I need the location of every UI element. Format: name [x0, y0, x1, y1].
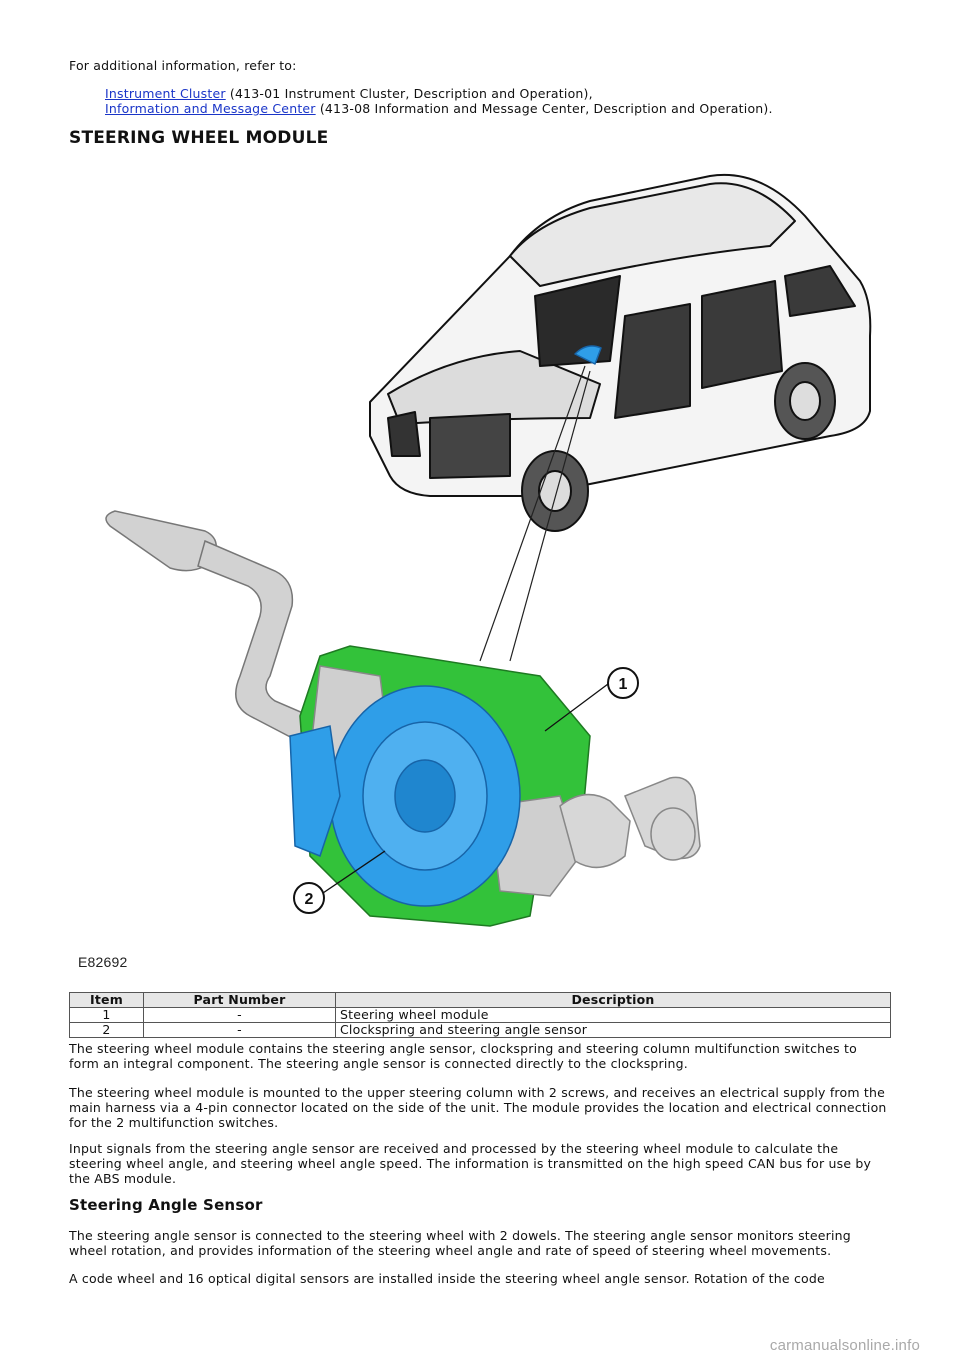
watermark: carmanualsonline.info — [769, 1337, 920, 1354]
section-title: STEERING WHEEL MODULE — [69, 128, 329, 148]
header-item: Item — [70, 993, 144, 1008]
paragraph-4: The steering angle sensor is connected to the steering wheel with 2 dowels. The steering angle sensor monitors steering wheel rotation, and provides information of the steering wheel angle and rate of speed of steering wheel movements. — [69, 1228, 851, 1258]
paragraph-2: The steering wheel module is mounted to the upper steering column with 2 screws, and receives an electrical supply from the main harness via a 4-pin connector located on the side of the unit. The module provides the location and electrical connection for the 2 multifunction switches. — [69, 1085, 887, 1130]
row-2-description: Clockspring and steering angle sensor — [336, 1023, 891, 1038]
reference-line-1 — [105, 86, 593, 101]
vehicle-illustration — [370, 175, 870, 531]
reference-1-text: (413-01 Instrument Cluster, Description and Operation), — [225, 86, 593, 101]
reference-line-2 — [105, 101, 773, 116]
row-1-item: 1 — [70, 1008, 144, 1023]
table-header-row — [70, 993, 891, 1008]
instrument-cluster-link[interactable]: Instrument Cluster — [105, 86, 226, 101]
table-row — [70, 1023, 891, 1038]
reference-2-text: (413-08 Information and Message Center, Description and Operation). — [315, 101, 773, 116]
paragraph-1: The steering wheel module contains the steering angle sensor, clockspring and steering column multifunction switches to form an integral component. The steering angle sensor is connected directly to the clockspring. — [69, 1041, 858, 1071]
left-multifunction-stalk — [106, 511, 310, 741]
callout-1-label: 1 — [618, 676, 628, 693]
parts-table — [69, 992, 891, 1038]
steering-wheel-module-illustration — [70, 156, 910, 984]
subsection-title: Steering Angle Sensor — [69, 1196, 263, 1214]
header-description: Description — [336, 993, 891, 1008]
information-message-center-link[interactable]: Information and Message Center — [105, 101, 316, 116]
row-1-description: Steering wheel module — [336, 1008, 891, 1023]
callout-2-label: 2 — [304, 891, 314, 908]
row-2-part-number: - — [144, 1023, 336, 1038]
header-part-number: Part Number — [144, 993, 336, 1008]
paragraph-5: A code wheel and 16 optical digital sensors are installed inside the steering wheel angle sensor. Rotation of the code — [69, 1271, 825, 1286]
row-2-item: 2 — [70, 1023, 144, 1038]
table-row — [70, 1008, 891, 1023]
intro-text: For additional information, refer to: — [69, 58, 297, 73]
paragraph-3: Input signals from the steering angle sensor are received and processed by the steering wheel module to calculate the steering wheel angle, and steering wheel angle speed. The information is transmitted on the high speed CAN bus for use by the ABS module. — [69, 1141, 872, 1186]
figure-id: E82692 — [78, 954, 128, 970]
row-1-part-number: - — [144, 1008, 336, 1023]
